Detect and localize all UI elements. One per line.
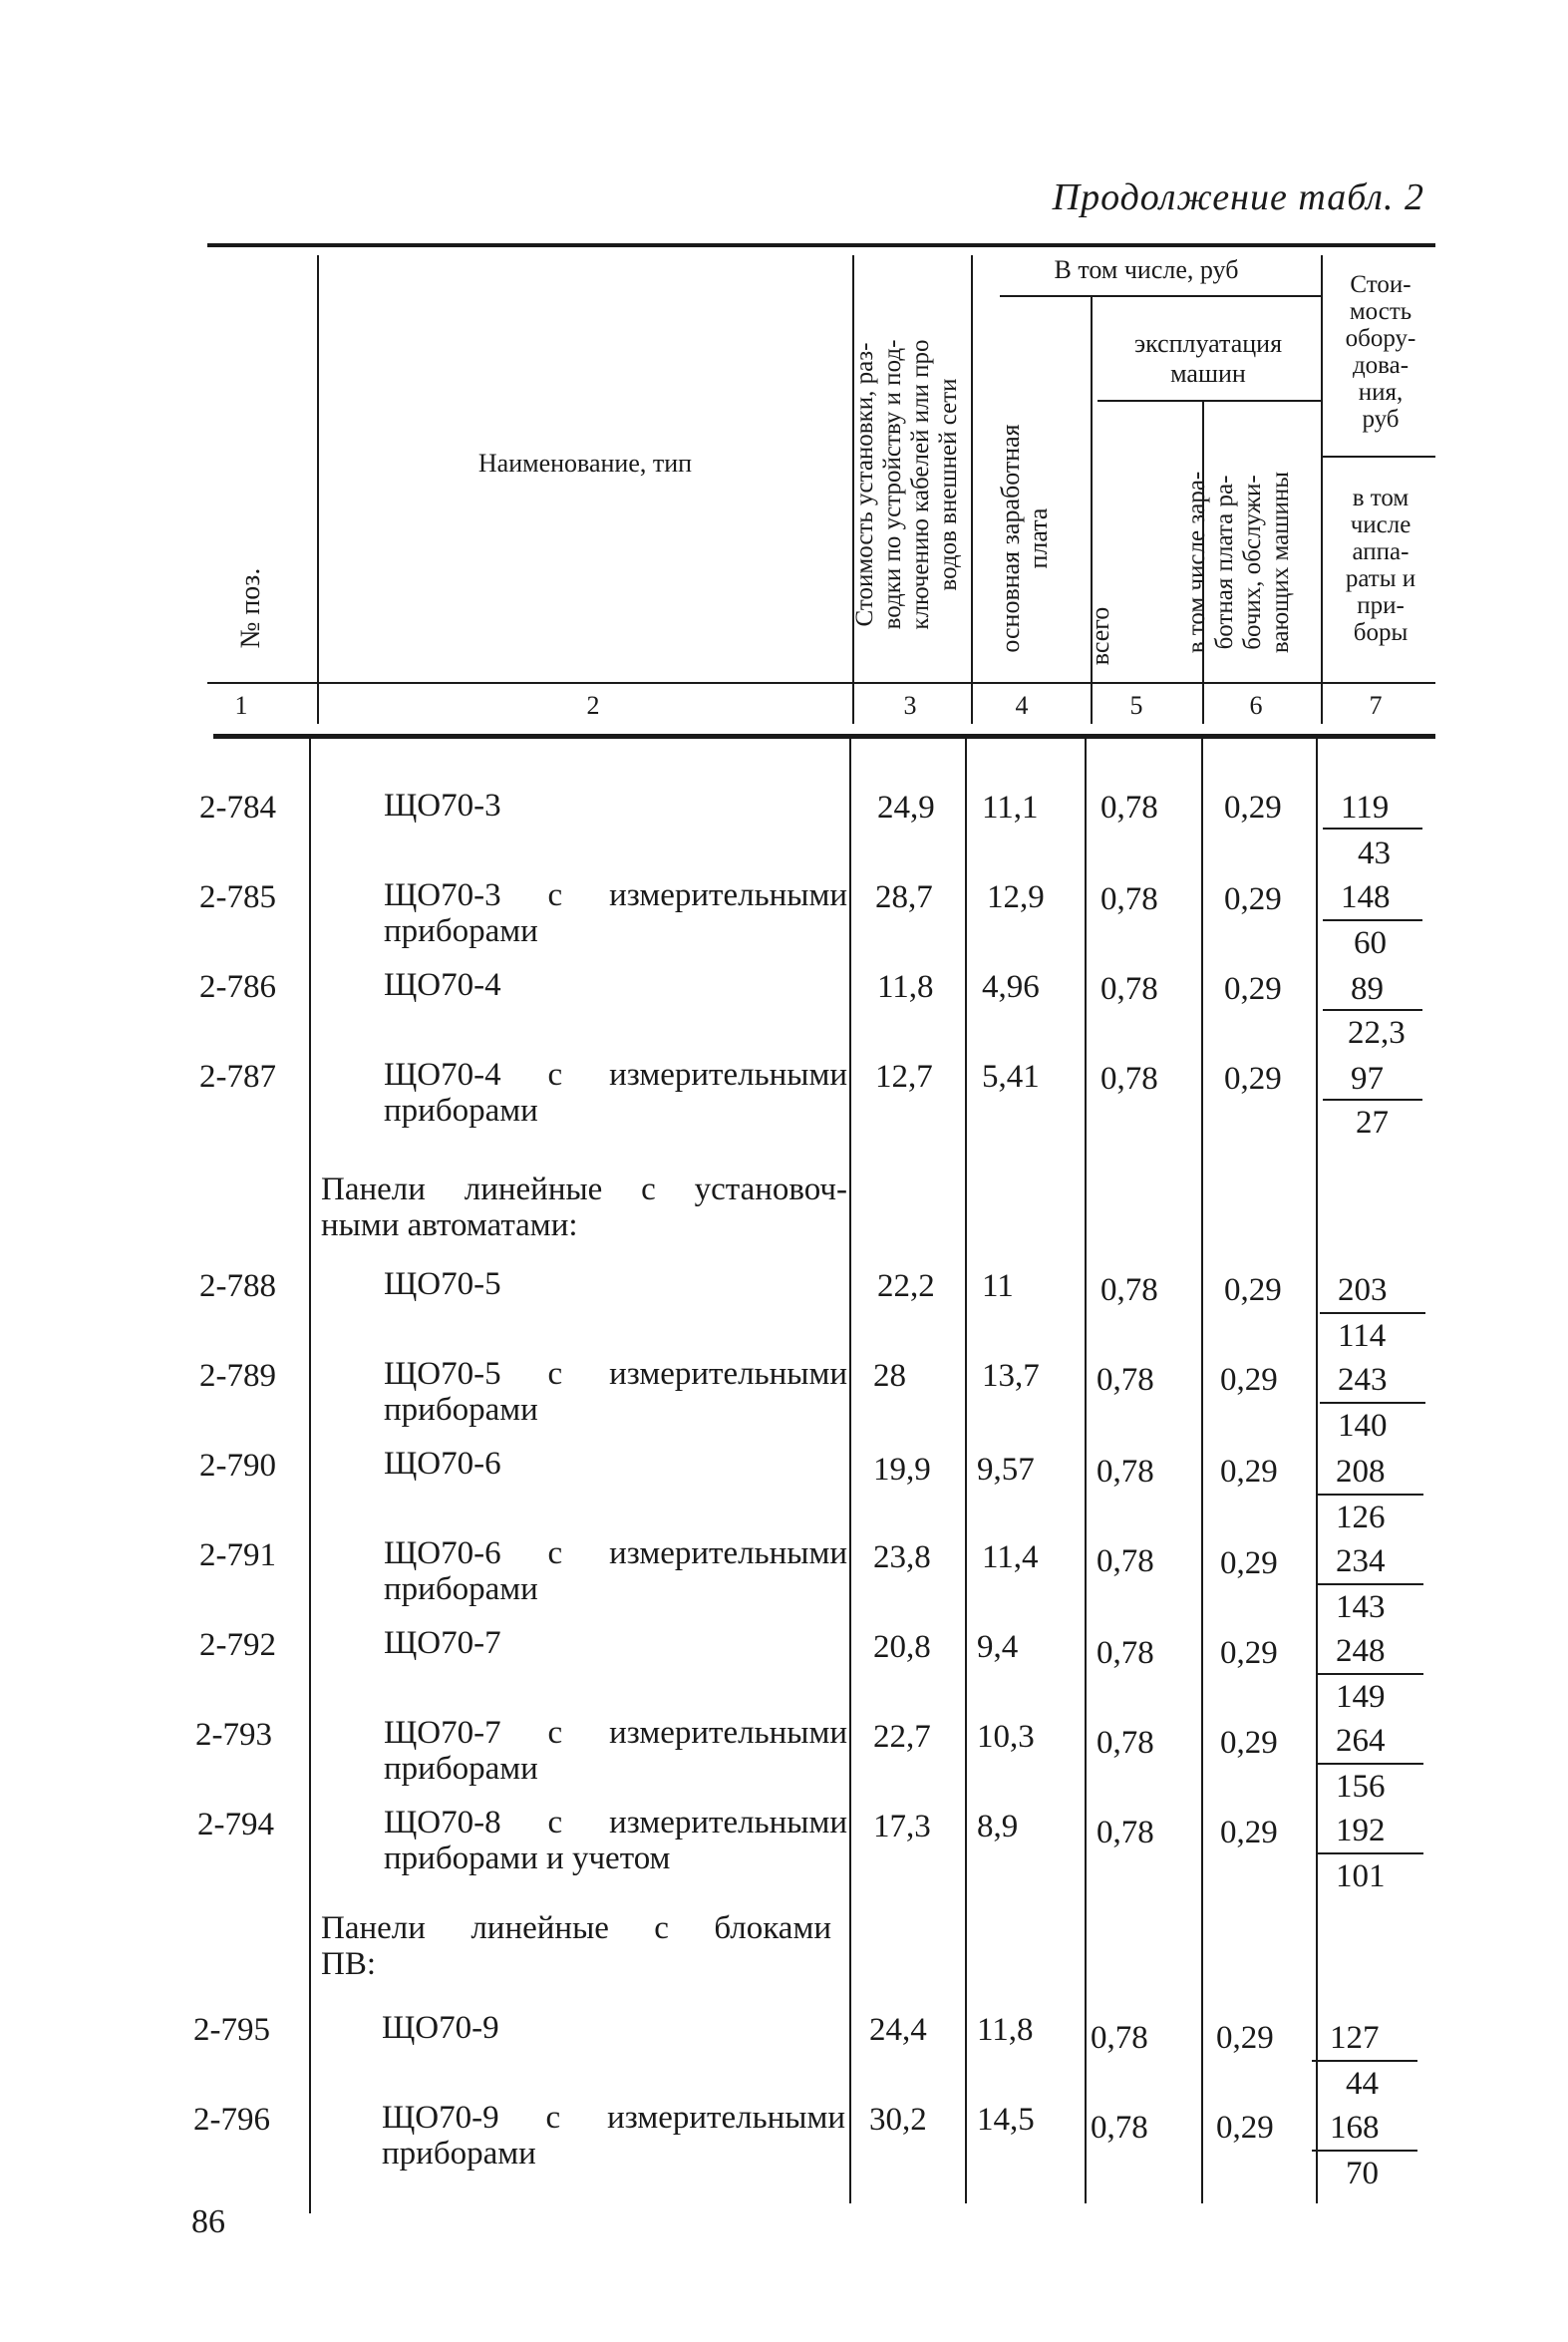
row-c3: 22,2 — [877, 1268, 935, 1304]
section-label: Панели линейные с блоками ПВ: — [321, 1910, 831, 1982]
row-c7a: 127 — [1330, 2020, 1380, 2056]
row-c7-rule — [1318, 1583, 1423, 1585]
header-col2: Наименование, тип — [477, 449, 693, 478]
row-c6: 0,29 — [1224, 790, 1282, 826]
row-c6: 0,29 — [1220, 1725, 1278, 1761]
row-pos: 2-794 — [197, 1807, 274, 1842]
row-c7-rule — [1318, 1673, 1423, 1675]
body-vline-3 — [965, 738, 967, 2203]
row-c7-rule — [1323, 1099, 1422, 1101]
section-label: Панели линейные с установоч- ными автоматами: — [321, 1171, 847, 1243]
row-c7b: 149 — [1336, 1679, 1386, 1715]
row-c6: 0,29 — [1224, 1272, 1282, 1308]
header-col1: № поз. — [235, 567, 266, 649]
row-c6: 0,29 — [1220, 1454, 1278, 1490]
row-c7a: 248 — [1336, 1633, 1386, 1669]
row-c7-rule — [1318, 1763, 1423, 1765]
row-c7a: 148 — [1341, 879, 1391, 915]
row-name: ЩО70-8 с измерительными приборами и учетом — [384, 1805, 847, 1876]
row-c7b: 43 — [1358, 836, 1391, 871]
row-c5: 0,78 — [1100, 1061, 1158, 1097]
row-pos: 2-795 — [193, 2012, 270, 2048]
row-name: ЩО70-7 — [384, 1625, 501, 1661]
row-pos: 2-786 — [199, 969, 276, 1005]
row-c7-rule — [1323, 1009, 1422, 1011]
colnum-6: 6 — [1249, 691, 1263, 720]
row-c5: 0,78 — [1091, 2110, 1148, 2146]
row-c7b: 143 — [1336, 1589, 1386, 1625]
row-c3: 12,7 — [875, 1059, 933, 1095]
row-c7-rule — [1312, 2060, 1417, 2062]
row-c5: 0,78 — [1091, 2020, 1148, 2056]
row-c4: 11 — [982, 1268, 1014, 1304]
row-c6: 0,29 — [1224, 1061, 1282, 1097]
header-vline-3 — [971, 255, 973, 724]
row-c5: 0,78 — [1097, 1543, 1154, 1579]
row-pos: 2-785 — [199, 879, 276, 915]
row-name: ЩО70-4 с измерительными приборами — [384, 1057, 847, 1129]
row-c4: 10,3 — [977, 1719, 1035, 1755]
header-col3: Стоимость установки, раз- водки по устройству и под- ключению кабелей или про водов внешней сети — [851, 339, 962, 630]
row-c6: 0,29 — [1224, 971, 1282, 1007]
row-c6: 0,29 — [1220, 1635, 1278, 1671]
row-c7a: 119 — [1341, 790, 1390, 826]
row-c7-rule — [1318, 1852, 1423, 1854]
row-c4: 14,5 — [977, 2102, 1035, 2138]
row-c7-rule — [1320, 1312, 1425, 1314]
row-c7b: 114 — [1338, 1318, 1387, 1354]
row-c5: 0,78 — [1097, 1362, 1154, 1398]
row-c6: 0,29 — [1216, 2110, 1274, 2146]
colnum-1: 1 — [234, 691, 248, 720]
row-c7a: 243 — [1338, 1362, 1388, 1398]
row-c4: 8,9 — [977, 1809, 1019, 1844]
row-c7-rule — [1323, 828, 1422, 830]
body-vline-2 — [849, 738, 851, 2203]
row-name: ЩО70-9 — [382, 2010, 499, 2046]
row-pos: 2-796 — [193, 2102, 270, 2138]
row-name: ЩО70-5 — [384, 1266, 501, 1302]
row-pos: 2-793 — [195, 1717, 272, 1753]
row-c5: 0,78 — [1100, 881, 1158, 917]
header-col4: основная заработная плата — [996, 424, 1053, 653]
row-c3: 24,9 — [877, 790, 935, 826]
header-col6: в том числе зара- ботная плата ра- бочих, обслужи- вающих машины — [1183, 471, 1294, 654]
row-c6: 0,29 — [1220, 1545, 1278, 1581]
row-c3: 22,7 — [873, 1719, 931, 1755]
row-c7a: 168 — [1330, 2110, 1380, 2146]
continuation-title: Продолжение табл. 2 — [1052, 176, 1424, 218]
row-c7b: 22,3 — [1348, 1015, 1406, 1051]
row-c7a: 97 — [1351, 1061, 1384, 1097]
row-c7b: 101 — [1336, 1858, 1386, 1894]
row-pos: 2-788 — [199, 1268, 276, 1304]
row-c7b: 156 — [1336, 1769, 1386, 1805]
row-c7a: 264 — [1336, 1723, 1386, 1759]
row-c3: 11,8 — [877, 969, 934, 1005]
row-name: ЩО70-4 — [384, 967, 501, 1003]
body-vline-1 — [309, 738, 311, 2213]
row-c3: 30,2 — [869, 2102, 927, 2138]
colnum-3: 3 — [903, 691, 917, 720]
row-c5: 0,78 — [1100, 1272, 1158, 1308]
row-c7b: 44 — [1346, 2066, 1379, 2102]
row-c3: 23,8 — [873, 1539, 931, 1575]
row-c3: 20,8 — [873, 1629, 931, 1665]
header-group-label: В том числе, руб — [1054, 255, 1239, 284]
header-bottom-rule — [213, 734, 1435, 739]
row-c7b: 27 — [1356, 1105, 1389, 1141]
body-vline-5 — [1201, 738, 1203, 2203]
body-vline-4 — [1085, 738, 1087, 2203]
row-c7a: 203 — [1338, 1272, 1388, 1308]
group-rule — [1000, 295, 1321, 297]
row-c4: 11,8 — [977, 2012, 1034, 2048]
body-vline-6 — [1316, 738, 1318, 2203]
col7-divider-rule — [1323, 456, 1435, 458]
row-c3: 28 — [873, 1358, 906, 1394]
row-c7b: 60 — [1354, 925, 1387, 961]
row-c7-rule — [1323, 919, 1422, 921]
row-pos: 2-790 — [199, 1448, 276, 1484]
row-name: ЩО70-6 с измерительными приборами — [384, 1535, 847, 1607]
row-name: ЩО70-3 с измерительными приборами — [384, 877, 847, 949]
header-col7-top: Стои- мость обору- дова- ния, руб — [1345, 271, 1416, 433]
row-c5: 0,78 — [1097, 1815, 1154, 1850]
row-c3: 24,4 — [869, 2012, 927, 2048]
row-c7a: 192 — [1336, 1813, 1386, 1848]
row-c3: 17,3 — [873, 1809, 931, 1844]
row-name: ЩО70-5 с измерительными приборами — [384, 1356, 847, 1428]
page-number: 86 — [191, 2203, 225, 2240]
header-subgroup-label: эксплуатация машин — [1133, 329, 1283, 388]
row-c7b: 126 — [1336, 1500, 1386, 1535]
row-c6: 0,29 — [1220, 1362, 1278, 1398]
row-name: ЩО70-3 — [384, 788, 501, 824]
colnum-5: 5 — [1129, 691, 1143, 720]
row-pos: 2-789 — [199, 1358, 276, 1394]
colnum-2: 2 — [586, 691, 600, 720]
row-c5: 0,78 — [1097, 1454, 1154, 1490]
row-c7a: 234 — [1336, 1543, 1386, 1579]
row-c5: 0,78 — [1100, 971, 1158, 1007]
row-c7-rule — [1318, 1494, 1423, 1496]
row-c4: 4,96 — [982, 969, 1040, 1005]
row-c5: 0,78 — [1097, 1725, 1154, 1761]
row-c7a: 208 — [1336, 1454, 1386, 1490]
row-c7a: 89 — [1351, 971, 1384, 1007]
row-pos: 2-792 — [199, 1627, 276, 1663]
subgroup-rule — [1098, 400, 1321, 402]
row-c4: 13,7 — [982, 1358, 1040, 1394]
header-vline-1 — [317, 255, 319, 724]
row-c6: 0,29 — [1220, 1815, 1278, 1850]
header-col7-bottom: в том числе аппа- раты и при- боры — [1345, 485, 1416, 646]
row-pos: 2-784 — [199, 790, 276, 826]
row-c7-rule — [1320, 1402, 1425, 1404]
row-c6: 0,29 — [1224, 881, 1282, 917]
row-c3: 28,7 — [875, 879, 933, 915]
row-c4: 11,1 — [982, 790, 1039, 826]
row-c3: 19,9 — [873, 1452, 931, 1488]
row-c4: 9,57 — [977, 1452, 1035, 1488]
row-c6: 0,29 — [1216, 2020, 1274, 2056]
row-c5: 0,78 — [1100, 790, 1158, 826]
colnum-4: 4 — [1015, 691, 1029, 720]
table-top-rule — [207, 243, 1435, 247]
header-col5: всего — [1086, 606, 1114, 666]
row-c4: 11,4 — [982, 1539, 1039, 1575]
row-c4: 9,4 — [977, 1629, 1019, 1665]
row-c7b: 70 — [1346, 2156, 1379, 2191]
row-c5: 0,78 — [1097, 1635, 1154, 1671]
row-c7b: 140 — [1338, 1408, 1388, 1444]
header-vline-6 — [1321, 255, 1323, 724]
row-name: ЩО70-9 с измерительными приборами — [382, 2100, 845, 2172]
row-name: ЩО70-7 с измерительными приборами — [384, 1715, 847, 1787]
row-name: ЩО70-6 — [384, 1446, 501, 1482]
colnum-7: 7 — [1369, 691, 1383, 720]
row-c4: 5,41 — [982, 1059, 1040, 1095]
row-c4: 12,9 — [987, 879, 1045, 915]
row-c7-rule — [1312, 2150, 1417, 2152]
row-pos: 2-787 — [199, 1059, 276, 1095]
row-pos: 2-791 — [199, 1537, 276, 1573]
